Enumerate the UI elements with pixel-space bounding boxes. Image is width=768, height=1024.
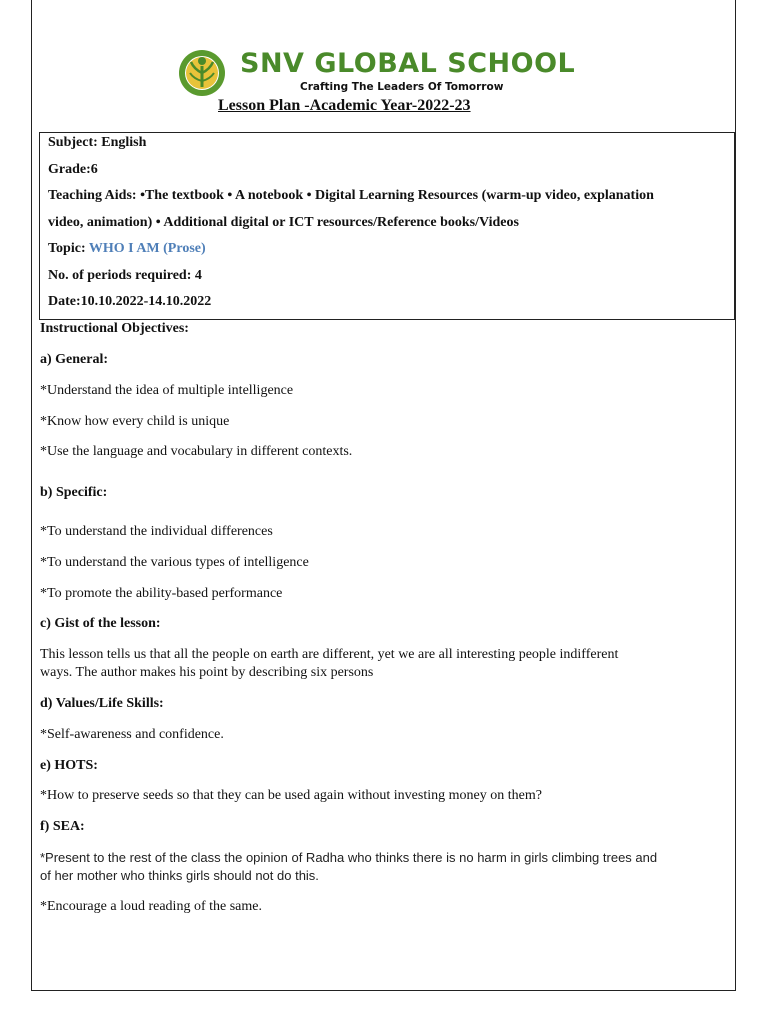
topic-line xyxy=(48,241,206,257)
sea-line-3: *Encourage a loud reading of the same. xyxy=(40,899,262,914)
general-item: *Know how every child is unique xyxy=(40,414,230,429)
general-item: *Understand the idea of multiple intelligence xyxy=(40,383,294,398)
sea-line-1: *Present to the rest of the class the opinion of Radha who thinks there is no harm in girls climbing trees and xyxy=(40,850,658,865)
hots-text: *How to preserve seeds so that they can be used again without investing money on them? xyxy=(40,788,542,803)
subject-line: Subject: English xyxy=(48,135,147,150)
specific-item: *To promote the ability-based performance xyxy=(40,586,283,601)
specific-item: *To understand the various types of intelligence xyxy=(40,555,309,570)
topic-label: Topic: xyxy=(48,241,89,256)
topic-value: WHO I AM (Prose) xyxy=(88,241,206,256)
values-text: *Self-awareness and confidence. xyxy=(40,727,224,742)
lesson-info-box xyxy=(39,132,735,320)
teaching-aids-line-1: Teaching Aids: •The textbook • A notebook • Digital Learning Resources (warm-up video, explanation xyxy=(48,188,654,203)
gist-heading: c) Gist of the lesson: xyxy=(40,616,161,631)
specific-item: *To understand the individual differences xyxy=(40,524,273,539)
teaching-aids-line-2: video, animation) • Additional digital or ICT resources/Reference books/Videos xyxy=(48,215,519,230)
school-emblem-icon xyxy=(178,49,226,97)
periods-line: No. of periods required: 4 xyxy=(48,268,202,283)
objectives-heading: Instructional Objectives: xyxy=(40,321,189,336)
specific-heading: b) Specific: xyxy=(40,485,108,500)
school-name: SNV GLOBAL SCHOOL xyxy=(240,48,576,79)
values-heading: d) Values/Life Skills: xyxy=(40,696,164,711)
grade-line: Grade:6 xyxy=(48,162,98,177)
school-tagline: Crafting The Leaders Of Tomorrow xyxy=(300,81,504,93)
general-item: *Use the language and vocabulary in different contexts. xyxy=(40,444,353,459)
general-heading: a) General: xyxy=(40,352,109,367)
gist-line-2: ways. The author makes his point by describing six persons xyxy=(40,665,374,680)
gist-line-1: This lesson tells us that all the people on earth are different, yet we are all interesting people indifferent xyxy=(40,647,619,662)
lesson-plan-title: Lesson Plan -Academic Year-2022-23 xyxy=(218,97,471,114)
date-line: Date:10.10.2022-14.10.2022 xyxy=(48,294,212,309)
sea-heading: f) SEA: xyxy=(40,819,85,834)
hots-heading: e) HOTS: xyxy=(40,758,98,773)
sea-line-2: of her mother who thinks girls should not do this. xyxy=(40,868,319,883)
school-logo xyxy=(178,49,578,99)
